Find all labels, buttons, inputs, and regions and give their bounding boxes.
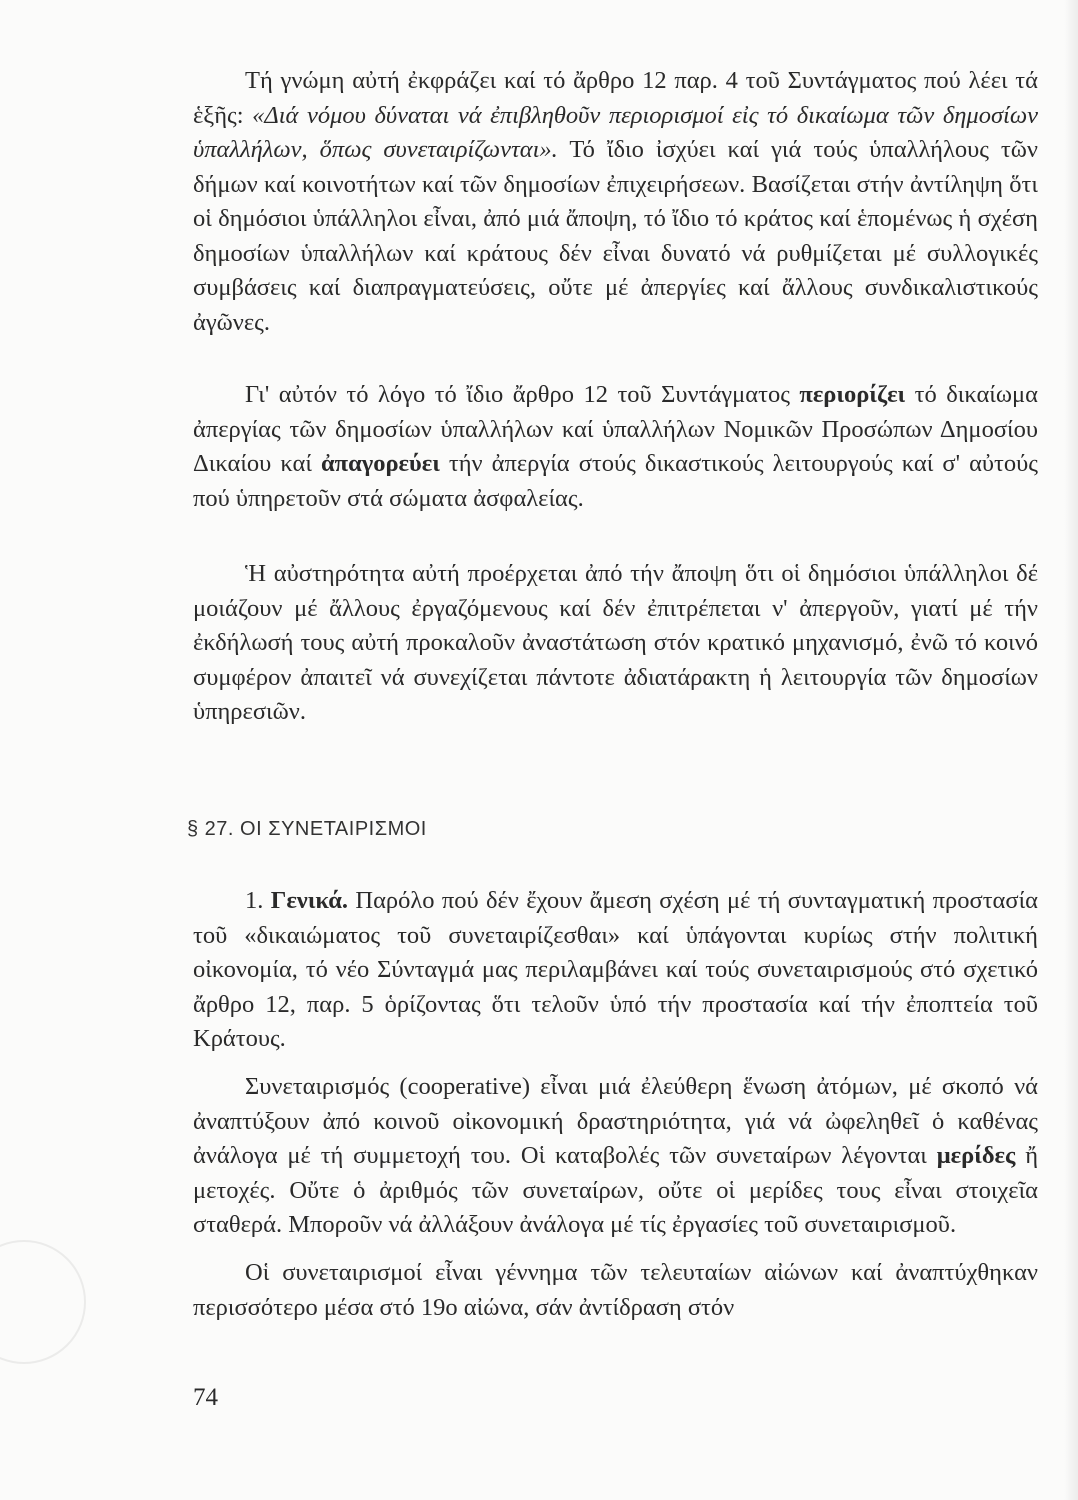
bold-term-general: Γενικά.	[270, 887, 349, 914]
paragraph-text: Οἱ συνεταιρισμοί εἶναι γέννημα τῶν τελευταίων αἰώνων καί ἀναπτύχθηκαν περισσότερο μέσα στό 19ο αἰώνα, σάν ἀντίδραση στόν	[193, 1259, 1038, 1321]
constitution-quote: «Διά νόμου δύναται νά ἐπιβληθοῦν περιορισμοί εἰς τό δικαίωμα τῶν δημοσίων ὑπαλλήλων, ὅπως συνεταιρίζωνται».	[193, 101, 1039, 163]
paragraph-cooperative-history	[193, 1256, 1038, 1325]
paragraph-rest: Τό ἴδιο ἰσχύει καί γιά τούς ὑπαλλήλους τῶν δήμων καί κοινοτήτων καί τῶν δημοσίων ἐπιχειρήσεων. Βασίζεται στήν ἀντίληψη ὅτι οἱ δημόσιοι ὑπάλληλοι εἶναι, ἀπό μιά ἄποψη, τό ἴδιο τό κράτος καί ἑπομένως ἡ σχέση δημοσίων ὑπαλλήλων καί κράτους δέν εἶναι δυνατό νά ρυθμίζεται μέ συλλογικές συμβάσεις καί διαπραγματεύσεις, οὔτε μέ ἀπεργίες καί ἄλλους συνδικαλιστικούς ἀγῶνες.	[193, 136, 1038, 336]
paragraph-constitution-article	[193, 64, 1038, 340]
paragraph-general	[193, 884, 1038, 1057]
paragraph-text: Ἡ αὐστηρότητα αὐτή προέρχεται ἀπό τήν ἄποψη ὅτι οἱ δημόσιοι ὑπάλληλοι δέ μοιάζουν μέ ἄλλους ἐργαζόμενους καί δέν ἐπιτρέπεται ν' ἀπεργοῦν, γιατί μέ τήν ἐκδήλωσή τους αὐτή προκαλοῦν ἀναστάτωση στόν κρατικό μηχανισμό, ἐνῶ τό κοινό συμφέρον ἀπαιτεῖ νά συνεχίζεται πάντοτε ἀδιατάρακτη ἡ λειτουργία τῶν δημοσίων ὑπηρεσιῶν.	[193, 560, 1038, 725]
bold-term-shares: μερίδες	[936, 1142, 1016, 1169]
paragraph-strike-restriction	[193, 378, 1038, 516]
bold-term-restricts: περιορίζει	[799, 381, 906, 408]
bold-term-prohibits: ἀπαγορεύει	[320, 450, 440, 477]
paragraph-intro: Τή γνώμη αὐτή ἐκφράζει καί τό ἄρθρο 12 παρ. 4 τοῦ Συντάγματος πού λέει τά ἑξῆς:	[193, 67, 1038, 129]
paragraph-text: Παρόλο πού δέν ἔχουν ἄμεση σχέση μέ τή συνταγματική προστασία τοῦ «δικαιώματος τοῦ συνεταιρίζεσθαι» καί ὑπάγονται κυρίως στήν πολιτική οἰκονομία, τό νέο Σύνταγμά μας περιλαμβάνει καί τούς συνεταιρισμούς στό σχετικό ἄρθρο 12, παρ. 5 ὁρίζοντας ὅτι τελοῦν ὑπό τήν προστασία καί τήν ἐποπτεία τοῦ Κράτους.	[193, 887, 1039, 1052]
library-stamp-mark	[0, 1240, 86, 1364]
item-number: 1.	[245, 887, 271, 914]
page-edge-shadow	[1064, 0, 1078, 1500]
paragraph-text: Γι' αὐτόν τό λόγο τό ἴδιο ἄρθρο 12 τοῦ Συντάγματος	[245, 381, 800, 408]
paragraph-text: τήν ἀπεργία στούς δικαστικούς λειτουργούς καί σ' αὐτούς πού ὑπηρετοῦν στά σώματα ἀσφαλείας.	[193, 450, 1038, 512]
paragraph-cooperative-definition	[193, 1070, 1038, 1243]
paragraph-text: Συνεταιρισμός (cooperative) εἶναι μιά ἐλεύθερη ἕνωση ἀτόμων, μέ σκοπό νά ἀναπτύξουν ἀπό κοινοῦ οἰκονομική δραστηριότητα, γιά νά ὠφεληθεῖ ὁ καθένας ἀνάλογα μέ τή συμμετοχή του. Οἱ καταβολές τῶν συνεταίρων λέγονται	[193, 1073, 1038, 1169]
paragraph-text: τό δικαίωμα ἀπεργίας τῶν δημοσίων ὑπαλλήλων καί ὑπαλλήλων Νομικῶν Προσώπων Δημοσίου Δικαίου καί	[193, 381, 1038, 477]
paragraph-strictness	[193, 557, 1038, 730]
paragraph-text: ἤ μετοχές. Οὔτε ὁ ἀριθμός τῶν συνεταίρων, οὔτε οἱ μερίδες τους εἶναι στοιχεῖα σταθερά. Μποροῦν νά ἀλλάξουν ἀνάλογα μέ τίς ἐργασίες τοῦ συνεταιρισμοῦ.	[193, 1142, 1039, 1238]
section-heading: § 27. ΟΙ ΣΥΝΕΤΑΙΡΙΣΜΟΙ	[187, 818, 427, 840]
page-number: 74	[193, 1384, 218, 1411]
